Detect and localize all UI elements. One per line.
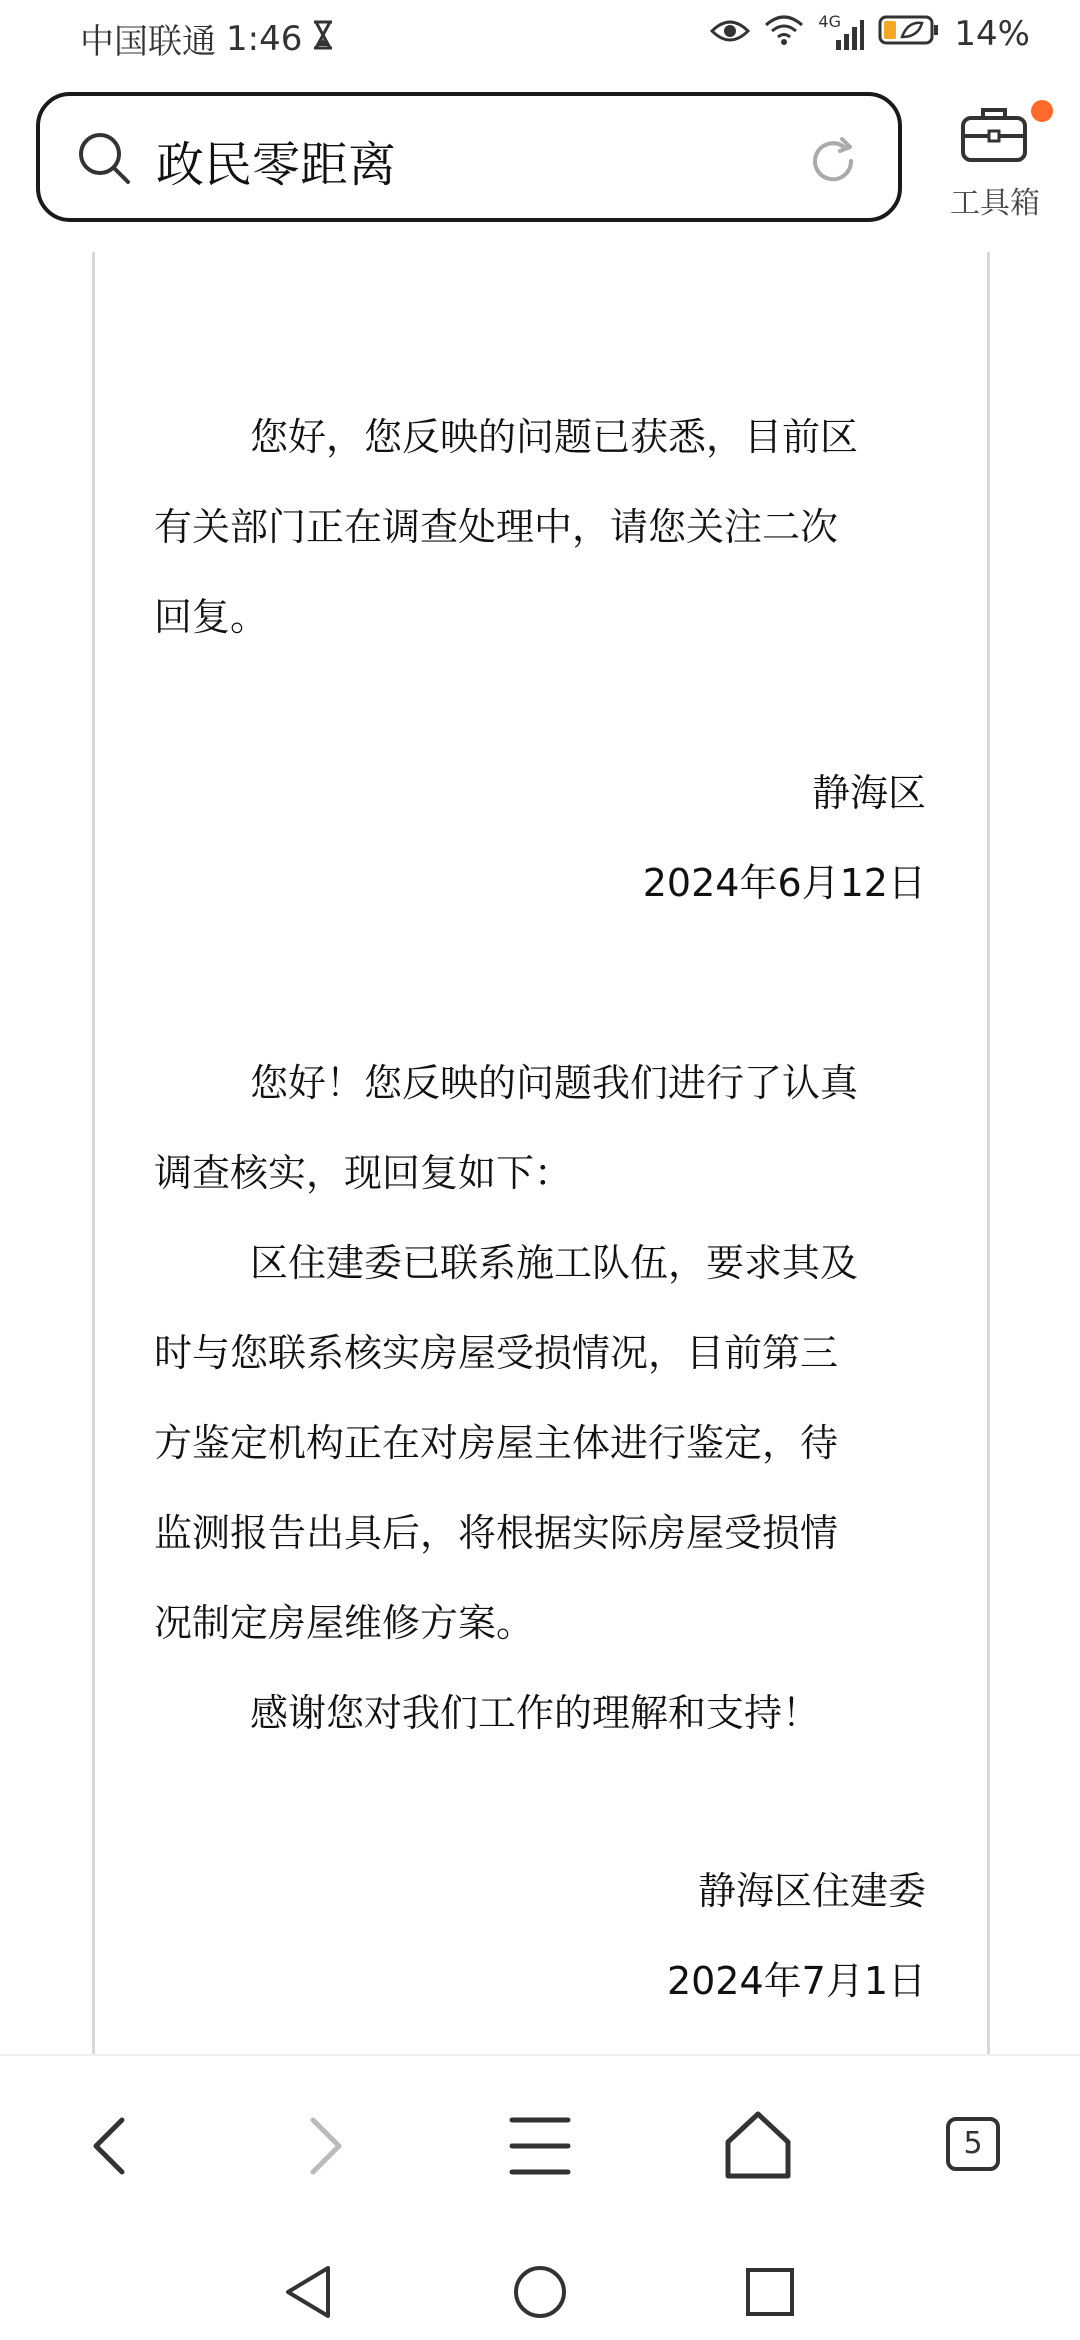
- browser-nav-bar: [0, 2054, 1080, 2226]
- reply2-line1: 您好！您反映的问题我们进行了认真: [250, 1061, 859, 1105]
- clock: 1:46: [226, 18, 303, 59]
- tabs-icon[interactable]: 5: [946, 2117, 1000, 2171]
- carrier-label: 中国联通: [80, 22, 216, 62]
- search-bar[interactable]: [36, 92, 902, 222]
- wifi-icon: [764, 14, 804, 54]
- toolbox-label: 工具箱: [950, 186, 1040, 221]
- system-back-icon[interactable]: [280, 2262, 340, 2322]
- home-icon[interactable]: [718, 2106, 798, 2186]
- reply1-signature: 静海区: [811, 771, 926, 815]
- network-type: 4G: [818, 12, 841, 31]
- notification-dot: [1031, 100, 1053, 122]
- eye-icon: [710, 14, 750, 54]
- system-home-icon[interactable]: [510, 2262, 570, 2322]
- reload-icon[interactable]: [806, 134, 860, 188]
- toolbox-button[interactable]: [935, 98, 1055, 228]
- reply2-line7: 况制定房屋维修方案。: [154, 1601, 535, 1645]
- hourglass-icon: [312, 19, 334, 59]
- search-query-text[interactable]: 政民零距离: [156, 137, 397, 193]
- reply2-line5: 方鉴定机构正在对房屋主体进行鉴定，待: [154, 1421, 839, 1465]
- reply1-line2: 有关部门正在调查处理中，请您关注二次: [154, 505, 839, 549]
- back-icon[interactable]: [70, 2106, 150, 2186]
- battery-percent: 14%: [954, 14, 1030, 54]
- system-recent-icon[interactable]: [740, 2262, 800, 2322]
- reply1-date: 2024年6月12日: [642, 861, 926, 905]
- reply2-signature: 静海区住建委: [697, 1869, 926, 1913]
- search-icon: [76, 130, 132, 186]
- reply2-line4: 时与您联系核实房屋受损情况，目前第三: [154, 1331, 839, 1375]
- system-nav-bar: [0, 2224, 1080, 2340]
- reply2-line3: 区住建委已联系施工队伍，要求其及: [250, 1241, 859, 1285]
- toolbox-icon: [959, 104, 1029, 164]
- reply2-line2: 调查核实，现回复如下：: [154, 1151, 573, 1195]
- status-right: [710, 14, 1030, 54]
- reply1-line3: 回复。: [154, 595, 269, 639]
- battery-icon: [878, 14, 940, 54]
- status-left: [80, 14, 334, 63]
- reply2-line6: 监测报告出具后，将根据实际房屋受损情: [154, 1511, 839, 1555]
- forward-icon[interactable]: [285, 2106, 365, 2186]
- status-bar: [0, 0, 1080, 80]
- signal-icon: [818, 12, 864, 50]
- reply2-date: 2024年7月1日: [666, 1959, 926, 2003]
- reply1-line1: 您好，您反映的问题已获悉，目前区: [250, 415, 859, 459]
- reply2-line8: 感谢您对我们工作的理解和支持！: [250, 1691, 821, 1735]
- menu-icon[interactable]: [500, 2106, 580, 2186]
